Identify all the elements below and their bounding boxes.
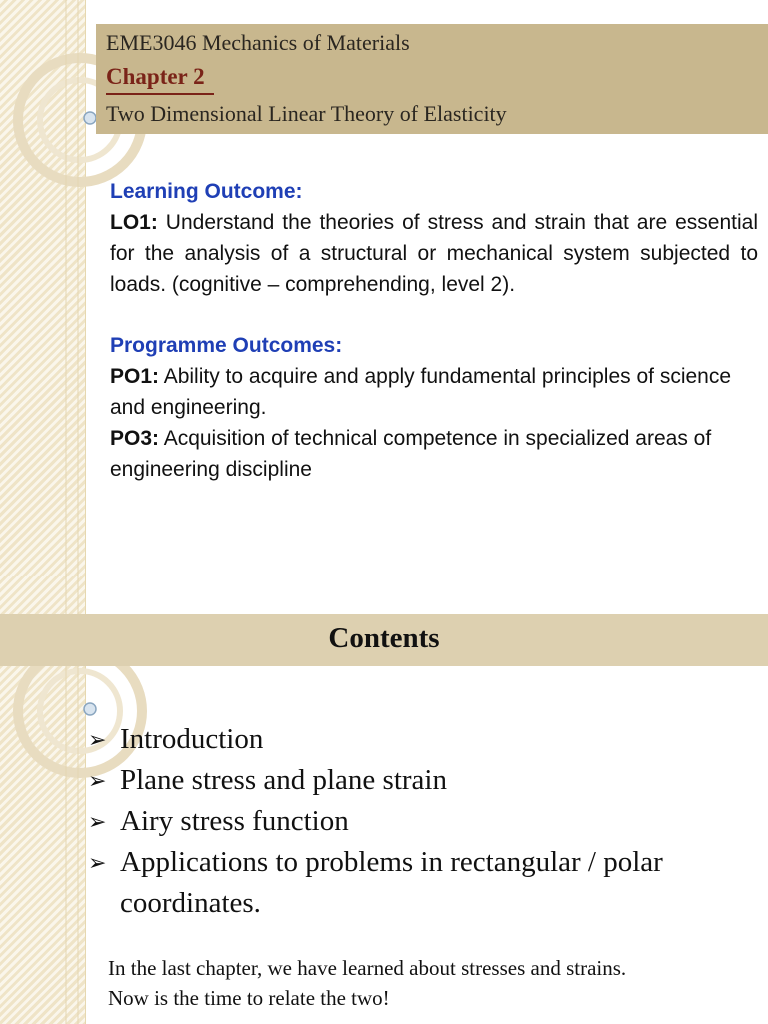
contents-title: Contents [328,622,440,654]
po1-label: PO1: [110,365,160,388]
po3-text: Acquisition of technical competence in specialized areas of engineering discipline [110,427,712,481]
note-line-1: In the last chapter, we have learned about stresses and strains. [108,956,627,980]
lo1-label: LO1: [110,211,158,234]
lo1-text: Understand the theories of stress and strain that are essential for the analysis of a structural or mechanical system subjected to loads. (cognitive – comprehending, level 2). [110,211,758,296]
arrow-bullet-icon: ➢ [88,809,107,834]
closing-note [108,953,768,1013]
contents-title-bar [0,614,768,666]
lo1-paragraph [110,207,758,300]
list-item-text: Introduction [120,723,264,755]
arrow-bullet-icon: ➢ [88,727,107,752]
list-item [86,801,766,842]
chapter-subtitle: Two Dimensional Linear Theory of Elasticity [106,101,507,126]
list-item [86,842,766,924]
chapter-underline [106,93,214,95]
programme-outcomes-heading: Programme Outcomes: [110,334,343,357]
po3-paragraph [110,423,758,485]
note-line-2: Now is the time to relate the two! [108,986,390,1010]
title-box [96,24,768,134]
course-title: EME3046 Mechanics of Materials [106,30,410,55]
learning-outcome-heading: Learning Outcome: [110,180,303,203]
spacer [110,300,758,330]
list-item-text: Airy stress function [120,805,349,837]
po3-label: PO3: [110,427,160,450]
slide-2 [0,576,768,1024]
po1-paragraph [110,361,758,423]
list-item-text: Plane stress and plane strain [120,764,447,796]
list-item [86,760,766,801]
chapter-label: Chapter 2 [106,64,205,89]
contents-list [86,719,766,924]
list-item [86,719,766,760]
outcomes-block [110,176,758,485]
po1-text: Ability to acquire and apply fundamental principles of science and engineering. [110,365,732,419]
list-item-text: Applications to problems in rectangular / polar coordinates. [120,846,663,919]
arrow-bullet-icon: ➢ [88,768,107,793]
arrow-bullet-icon: ➢ [88,850,107,875]
